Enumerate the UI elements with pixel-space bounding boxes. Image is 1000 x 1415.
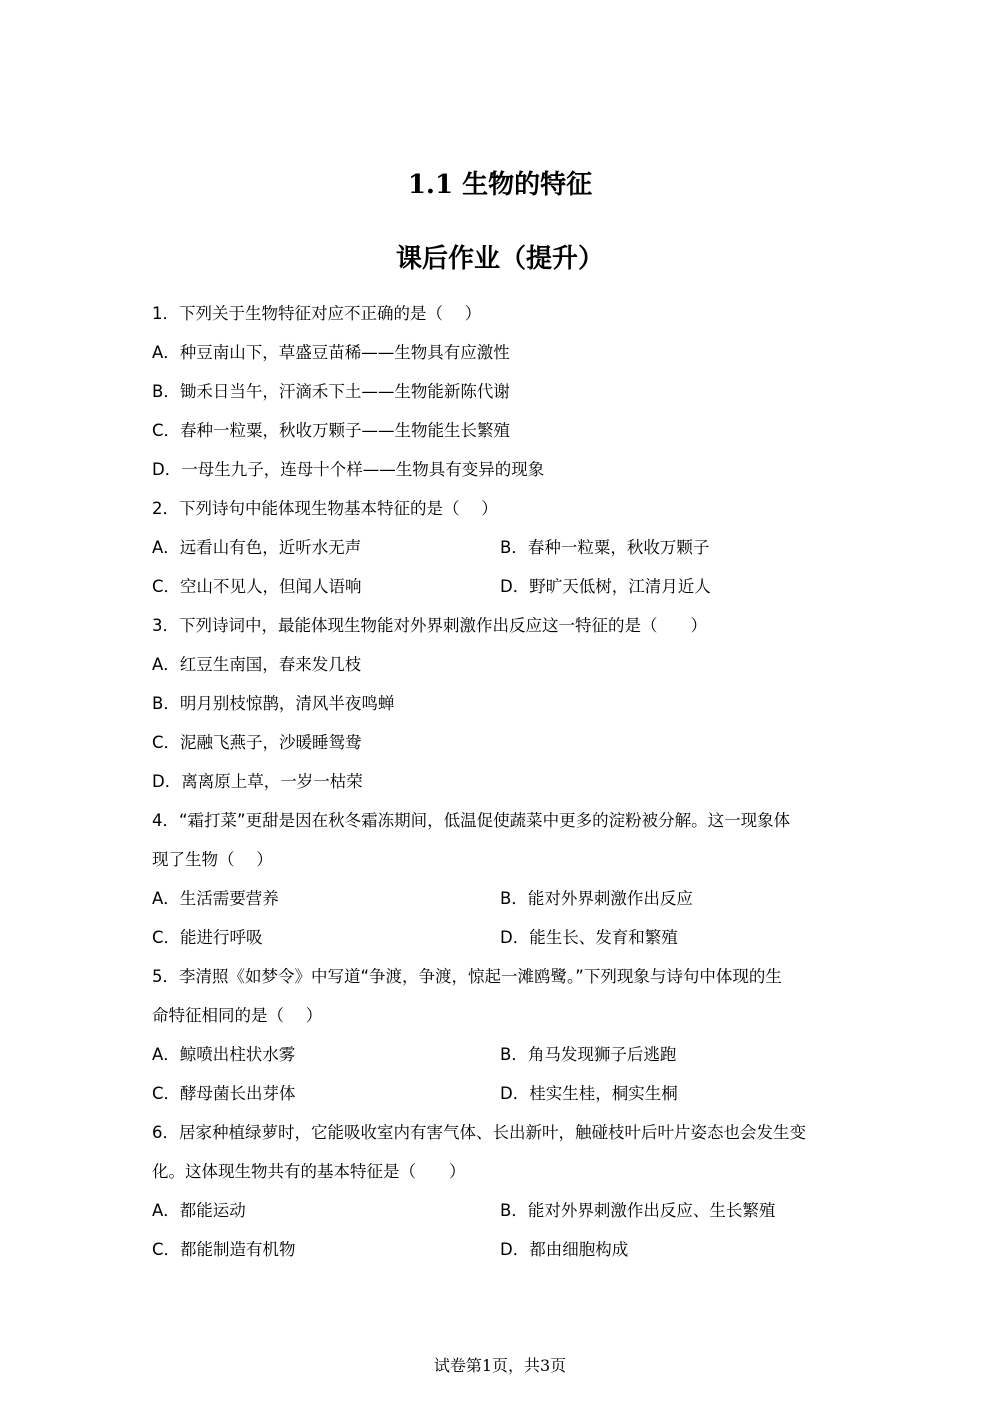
question-4-option-a: A．生活需要营养 xyxy=(152,889,279,908)
question-5-stem-line-1: 5．李清照《如梦令》中写道“争渡，争渡，惊起一滩鸥鹭。”下列现象与诗句中体现的生 xyxy=(152,967,782,986)
question-1-option-c: C．春种一粒粟，秋收万颗子——生物能生长繁殖 xyxy=(152,421,511,440)
question-5-options-row-1 xyxy=(152,1043,852,1067)
question-6-stem-line-1: 6．居家种植绿萝时，它能吸收室内有害气体、长出新叶，触碰枝叶后叶片姿态也会发生变 xyxy=(152,1123,806,1142)
question-5-option-a: A．鲸喷出柱状水雾 xyxy=(152,1045,296,1064)
question-6-option-a: A．都能运动 xyxy=(152,1201,246,1220)
question-6-options-row-1 xyxy=(152,1199,852,1223)
question-6-stem-line-2: 化。这体现生物共有的基本特征是（ ） xyxy=(152,1162,466,1181)
question-2-option-d: D．野旷天低树，江清月近人 xyxy=(500,577,711,596)
question-6-options-row-2 xyxy=(152,1238,852,1262)
question-2-options-row-2 xyxy=(152,575,852,599)
question-6-option-b: B．能对外界刺激作出反应、生长繁殖 xyxy=(500,1201,776,1220)
question-6-option-d: D．都由细胞构成 xyxy=(500,1240,629,1259)
question-2-options-row-1 xyxy=(152,536,852,560)
question-2-option-b: B．春种一粒粟，秋收万颗子 xyxy=(500,538,710,557)
page-title: 1.1 生物的特征 xyxy=(407,170,593,200)
question-5-options-row-2 xyxy=(152,1082,852,1106)
question-4-options-row-1 xyxy=(152,887,852,911)
question-1-option-b: B．锄禾日当午，汗滴禾下土——生物能新陈代谢 xyxy=(152,382,510,401)
question-2-stem: 2．下列诗句中能体现生物基本特征的是（ ） xyxy=(152,499,498,518)
question-3-option-a: A．红豆生南国，春来发几枝 xyxy=(152,655,362,674)
question-3-option-b: B．明月别枝惊鹊，清风半夜鸣蝉 xyxy=(152,694,395,713)
question-6-option-c: C．都能制造有机物 xyxy=(152,1240,296,1259)
question-2-option-a: A．远看山有色，近听水无声 xyxy=(152,538,362,557)
question-4-stem-line-2: 现了生物（ ） xyxy=(152,850,273,869)
question-4-option-b: B．能对外界刺激作出反应 xyxy=(500,889,693,908)
question-4-options-row-2 xyxy=(152,926,852,950)
question-4-option-d: D．能生长、发育和繁殖 xyxy=(500,928,678,947)
question-3-stem: 3．下列诗词中，最能体现生物能对外界刺激作出反应这一特征的是（ ） xyxy=(152,616,707,635)
question-5-stem-line-2: 命特征相同的是（ ） xyxy=(152,1006,323,1025)
question-5-option-c: C．酵母菌长出芽体 xyxy=(152,1084,296,1103)
question-2-option-c: C．空山不见人，但闻人语响 xyxy=(152,577,362,596)
question-1-stem: 1．下列关于生物特征对应不正确的是（ ） xyxy=(152,304,482,323)
question-5-option-b: B．角马发现狮子后逃跑 xyxy=(500,1045,677,1064)
question-4-stem-line-1: 4．“霜打菜”更甜是因在秋冬霜冻期间，低温促使蔬菜中更多的淀粉被分解。这一现象体 xyxy=(152,811,791,830)
page-subtitle: 课后作业（提升） xyxy=(395,244,604,274)
question-5-option-d: D．桂实生桂，桐实生桐 xyxy=(500,1084,678,1103)
question-4-option-c: C．能进行呼吸 xyxy=(152,928,263,947)
page-footer: 试卷第1页，共3页 xyxy=(433,1356,567,1375)
question-1-option-d: D．一母生九子，连母十个样——生物具有变异的现象 xyxy=(152,460,545,479)
question-3-option-d: D．离离原上草，一岁一枯荣 xyxy=(152,772,363,791)
question-1-option-a: A．种豆南山下，草盛豆苗稀——生物具有应激性 xyxy=(152,343,510,362)
question-3-option-c: C．泥融飞燕子，沙暖睡鸳鸯 xyxy=(152,733,362,752)
